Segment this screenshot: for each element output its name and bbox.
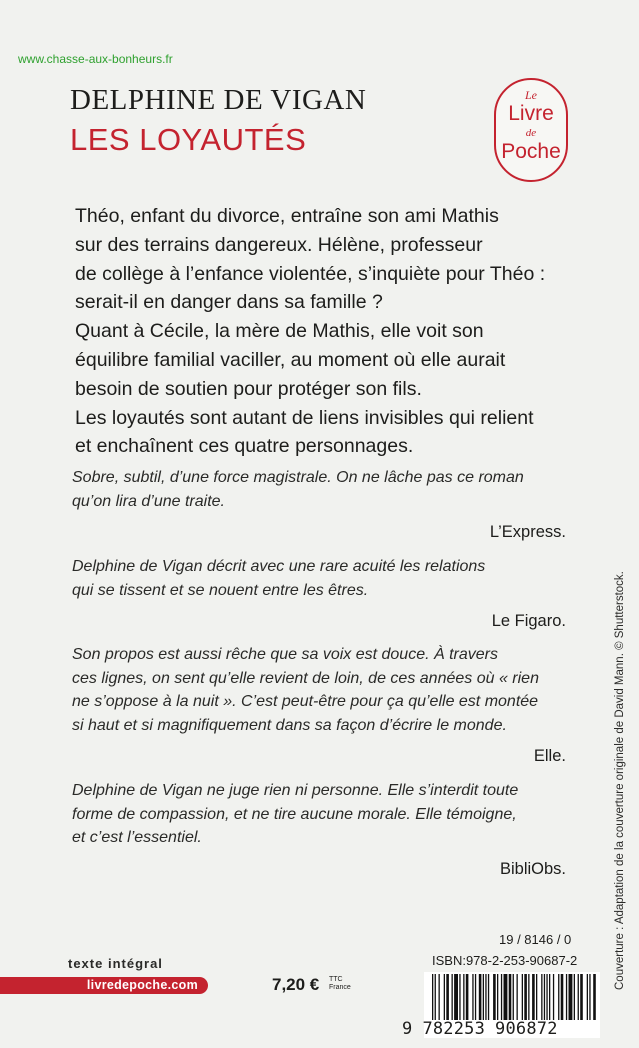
logo-text-le: Le [525, 88, 537, 102]
barcode-bar [472, 974, 473, 1020]
barcode-bar [432, 974, 433, 1020]
barcode-bar [566, 974, 567, 1020]
barcode-bar [558, 974, 559, 1020]
barcode-digit-group-1: 782253 [422, 1019, 486, 1039]
synopsis-line: besoin de soutien pour protéger son fils. [75, 377, 422, 400]
barcode-bar [532, 974, 535, 1020]
barcode-bar [524, 974, 527, 1020]
reference-number: 19 / 8146 / 0 [499, 932, 572, 947]
author-name: DELPHINE DE VIGAN [70, 84, 367, 116]
barcode-bar [475, 974, 476, 1020]
barcode-bar [454, 974, 458, 1020]
logo-text-livre: Livre [508, 102, 554, 125]
quote-line: Sobre, subtil, d’une force magistrale. On ne lâche pas ce roman [72, 469, 524, 486]
quote-line: qui se tissent et se nouent entre les êtres. [72, 581, 369, 599]
barcode-bar [493, 974, 496, 1020]
quote-line: qu’on lira d’une traite. [72, 492, 225, 510]
price-country: France [329, 984, 351, 991]
barcode-digit-lead: 9 [402, 1019, 413, 1039]
barcode-bar [444, 974, 445, 1020]
barcode-bar [483, 974, 484, 1020]
synopsis-line: Théo, enfant du divorce, entraîne son ami Mathis [75, 205, 499, 227]
quote-line: Son propos est aussi rêche que sa voix est douce. À travers [72, 646, 499, 663]
barcode-digit-group-2: 906872 [495, 1019, 558, 1039]
synopsis-line: et enchaînent ces quatre personnages. [75, 435, 414, 458]
barcode-bar [544, 974, 545, 1020]
press-quote-lexpress [72, 466, 566, 545]
quote-source: L’Express. [489, 523, 566, 541]
quote-line: ne s’oppose à la nuit ». C’est peut-être pour ça qu’elle est montée [72, 693, 539, 710]
barcode-bar [439, 974, 440, 1020]
barcode-digits [402, 1019, 558, 1039]
barcode-bar [569, 974, 573, 1020]
quote-source: Le Figaro. [491, 612, 566, 630]
barcode-bar [589, 974, 590, 1020]
cover-credit: Couverture : Adaptation de la couverture originale de David Mann. © Shutterstock. [614, 571, 626, 990]
synopsis [75, 202, 595, 461]
synopsis-line: Les loyautés sont autant de liens invisibles qui relient [75, 406, 534, 429]
price: 7,20 € [272, 975, 320, 994]
barcode-bar [553, 974, 554, 1020]
barcode-bar [580, 974, 583, 1020]
barcode-bar [528, 974, 529, 1020]
barcode-bar [561, 974, 564, 1020]
barcode-bar [546, 974, 547, 1020]
barcode-bars [432, 974, 598, 1024]
press-quote-le-figaro [72, 555, 566, 634]
barcode-bar [446, 974, 449, 1020]
quote-line: Delphine de Vigan ne juge rien ni personne. Elle s’interdit toute [72, 782, 519, 799]
quote-line: forme de compassion, et ne tire aucune morale. Elle témoigne, [72, 805, 517, 823]
synopsis-line: sur des terrains dangereux. Hélène, professeur [75, 233, 483, 256]
barcode-bar [459, 974, 460, 1020]
barcode-bar [578, 974, 579, 1020]
texte-integral-label: texte intégral [68, 956, 163, 971]
barcode-bar [574, 974, 575, 1020]
barcode-bar [435, 974, 436, 1020]
isbn: ISBN:978-2-253-90687-2 [432, 953, 578, 968]
website-link[interactable]: livredepoche.com [0, 977, 208, 994]
watermark-url: www.chasse-aux-bonheurs.fr [18, 52, 173, 66]
synopsis-line: équilibre familial vaciller, au moment où elle aurait [75, 348, 506, 371]
barcode-bar [463, 974, 464, 1020]
quote-line: ces lignes, on sent qu’elle revient de loin, de ces années où « rien [72, 669, 539, 687]
livre-de-poche-logo [494, 78, 568, 182]
synopsis-line: de collège à l’enfance violentée, s’inquiète pour Théo : [75, 262, 546, 285]
barcode-bar [452, 974, 453, 1020]
barcode-bar [549, 974, 550, 1020]
book-title: LES LOYAUTÉS [70, 122, 307, 157]
quote-source: BibliObs. [499, 859, 566, 878]
logo-text-poche: Poche [501, 140, 561, 163]
barcode-bar [485, 974, 486, 1020]
press-quote-bibliobs [72, 779, 566, 881]
quote-source: Elle. [533, 747, 566, 765]
price-ttc: TTC [329, 976, 343, 983]
barcode-bar [504, 974, 508, 1020]
quote-line: si haut et si magnifiquement dans sa façon d’écrire le monde. [72, 716, 507, 734]
barcode-bar [593, 974, 596, 1020]
barcode-bar [536, 974, 537, 1020]
barcode-bar [501, 974, 502, 1020]
barcode-bar [513, 974, 514, 1020]
press-quote-elle [72, 643, 566, 769]
quote-line: et c’est l’essentiel. [72, 829, 202, 846]
synopsis-line: Quant à Cécile, la mère de Mathis, elle voit son [75, 320, 484, 343]
barcode-bar [541, 974, 542, 1020]
barcode-bar [522, 974, 523, 1020]
logo-text-de: de [525, 127, 537, 139]
barcode-bar [509, 974, 512, 1020]
barcode-bar [488, 974, 489, 1020]
quote-line: Delphine de Vigan décrit avec une rare acuité les relations [72, 558, 486, 575]
price-tax-note [329, 976, 351, 992]
barcode-bar [587, 974, 588, 1020]
barcode-bar [479, 974, 482, 1020]
barcode-bar [517, 974, 518, 1020]
barcode-bar [466, 974, 469, 1020]
synopsis-line: serait-il en danger dans sa famille ? [75, 291, 383, 314]
barcode-bar [497, 974, 498, 1020]
